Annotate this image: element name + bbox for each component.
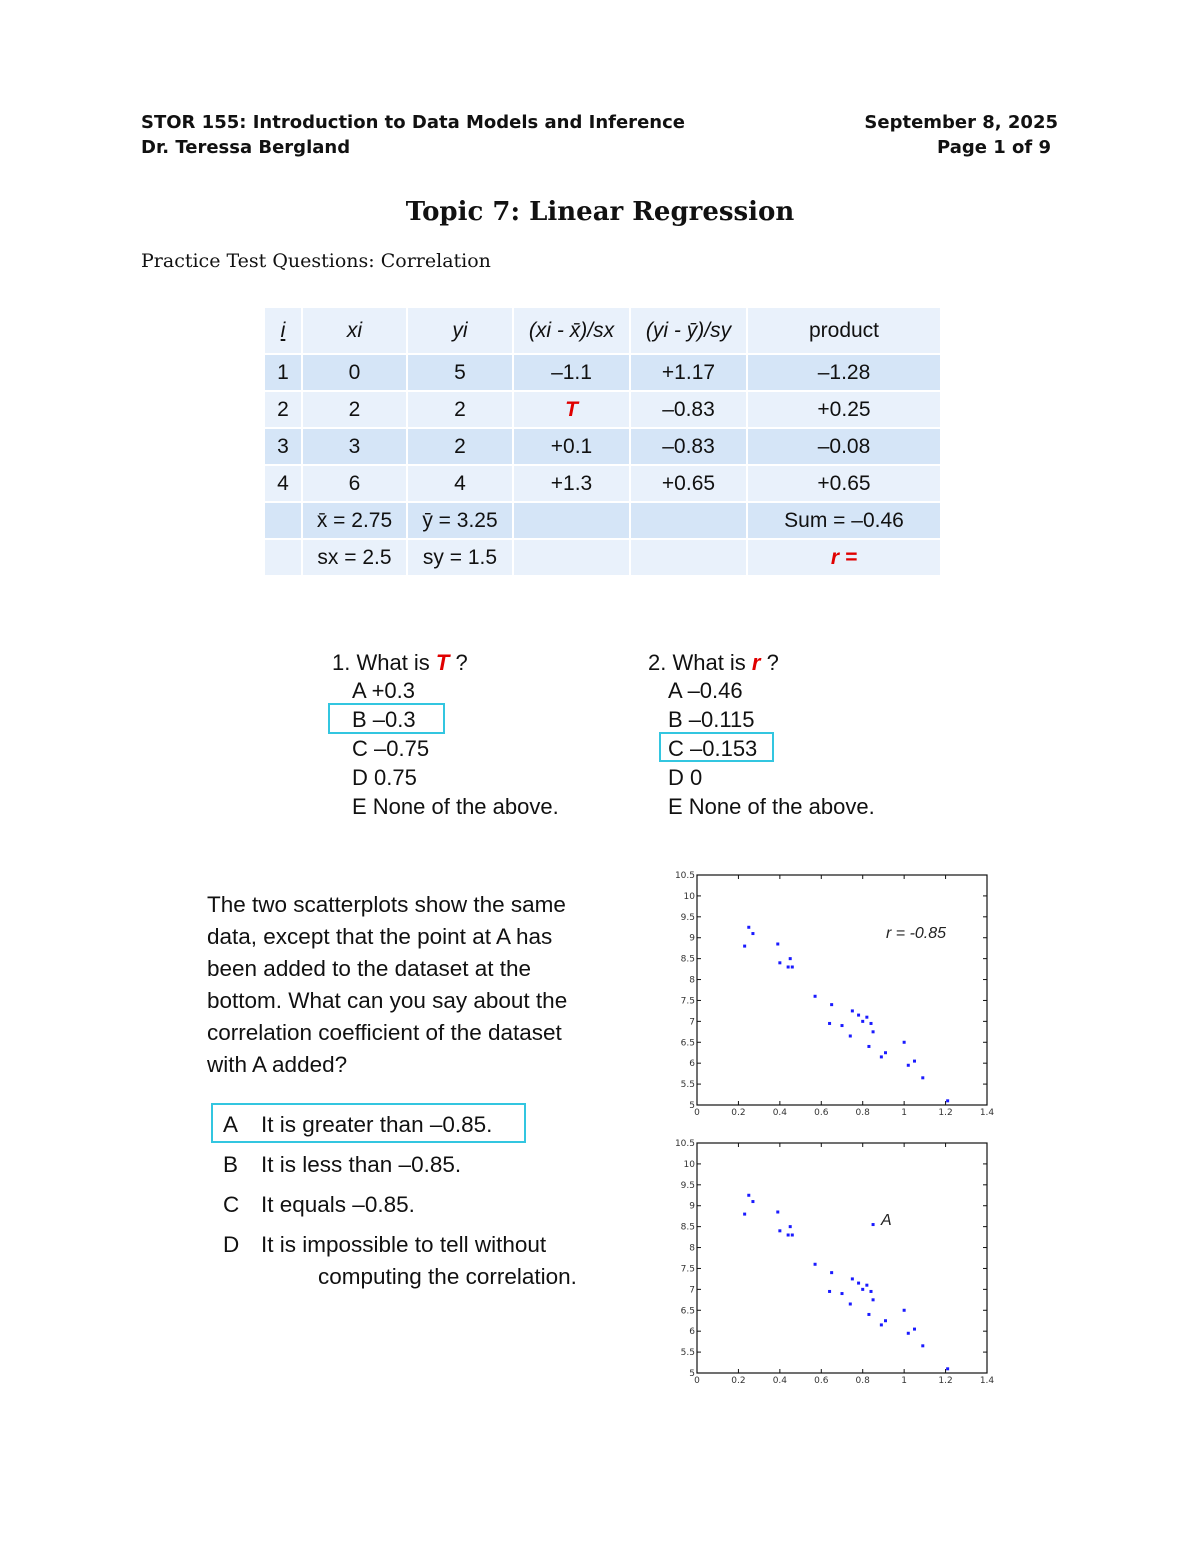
data-point: [884, 1319, 887, 1322]
table-cell: [630, 502, 747, 539]
x-tick-label: 0.6: [814, 1108, 829, 1118]
data-point: [865, 1016, 868, 1019]
y-tick-label: 9.5: [680, 1180, 695, 1191]
x-tick-label: 1: [901, 1376, 908, 1386]
table-cell: +0.65: [630, 465, 747, 502]
y-tick-label: 6.5: [680, 1306, 695, 1317]
section-subtitle: Practice Test Questions: Correlation: [141, 250, 491, 272]
table-cell: 2: [407, 428, 513, 465]
data-point: [743, 1213, 746, 1216]
data-point: [828, 1290, 831, 1293]
data-point: [857, 1014, 860, 1017]
x-tick-label: 0.2: [731, 1376, 746, 1386]
y-tick-label: 10.5: [674, 1139, 695, 1149]
correlation-table: [263, 306, 942, 577]
y-tick-label: 8.5: [680, 1222, 695, 1233]
header-zx: (xi - x̄)/sx: [513, 307, 630, 354]
prompt-line: bottom. What can you say about the: [207, 988, 568, 1013]
data-point: [867, 1313, 870, 1316]
header-xi: xi: [302, 307, 407, 354]
mean-y-cell: ȳ = 3.25: [407, 502, 513, 539]
data-point: [747, 1194, 750, 1197]
y-tick-label: 8: [689, 975, 695, 986]
table-cell: [264, 502, 302, 539]
plot-frame: [697, 1143, 987, 1373]
question-1-options: [352, 676, 559, 821]
course-title: STOR 155: Introduction to Data Models and Inference: [141, 112, 685, 133]
data-point: [880, 1323, 883, 1326]
data-point: [872, 1223, 875, 1226]
data-point: [751, 932, 754, 935]
header-yi: yi: [407, 307, 513, 354]
document-date: September 8, 2025: [864, 112, 1058, 133]
data-point: [849, 1035, 852, 1038]
data-point: [841, 1292, 844, 1295]
question-3-option-c[interactable]: C It equals –0.85.: [223, 1192, 415, 1217]
data-point: [921, 1076, 924, 1079]
y-tick-label: 10.5: [674, 871, 695, 881]
data-point: [787, 1234, 790, 1237]
data-point: [747, 926, 750, 929]
y-tick-label: 8: [689, 1243, 695, 1254]
y-tick-label: 5: [689, 1369, 695, 1379]
option[interactable]: D 0: [668, 765, 703, 790]
question-3-prompt: [207, 889, 567, 1081]
x-tick-label: 0: [694, 1108, 700, 1118]
sd-y-cell: sy = 1.5: [407, 539, 513, 576]
question-3-option-d-continued: computing the correlation.: [318, 1264, 577, 1289]
data-point: [776, 943, 779, 946]
data-point: [851, 1009, 854, 1012]
data-point: [913, 1060, 916, 1063]
y-tick-label: 6: [689, 1327, 695, 1338]
x-tick-label: 0.4: [772, 1108, 788, 1118]
table-cell: +0.1: [513, 428, 630, 465]
data-point: [789, 957, 792, 960]
prompt-line: correlation coefficient of the dataset: [207, 1020, 562, 1045]
table-cell-unknown-T: T: [513, 391, 630, 428]
y-tick-label: 10: [683, 891, 695, 902]
table-cell: +1.17: [630, 354, 747, 391]
question-3-option-b[interactable]: B It is less than –0.85.: [223, 1152, 462, 1177]
data-point: [870, 1022, 873, 1025]
y-tick-label: 7: [689, 1017, 695, 1028]
data-point: [778, 1229, 781, 1232]
data-point: [814, 1263, 817, 1266]
prompt-line: with A added?: [207, 1052, 348, 1077]
table-cell: 2: [407, 391, 513, 428]
table-cell: 5: [407, 354, 513, 391]
scatterplot-without-A: [660, 866, 1000, 1118]
x-tick-label: 0.8: [855, 1376, 870, 1386]
table-cell: +1.3: [513, 465, 630, 502]
sd-x-cell: sx = 2.5: [302, 539, 407, 576]
data-point: [787, 966, 790, 969]
table-row-means: [264, 502, 941, 539]
table-row: [264, 391, 941, 428]
table-cell: –0.08: [747, 428, 941, 465]
data-point: [907, 1064, 910, 1067]
y-tick-label: 9.5: [680, 912, 695, 923]
data-point: [851, 1277, 854, 1280]
data-point: [791, 966, 794, 969]
y-tick-label: 8.5: [680, 954, 695, 965]
data-point: [791, 1234, 794, 1237]
x-tick-label: 0.2: [731, 1108, 746, 1118]
table-cell: 4: [407, 465, 513, 502]
header-zy: (yi - ȳ)/sy: [630, 307, 747, 354]
option[interactable]: E None of the above.: [668, 794, 875, 819]
table-cell: [513, 502, 630, 539]
data-point: [849, 1303, 852, 1306]
y-tick-label: 7.5: [680, 1264, 695, 1275]
y-tick-label: 5.5: [680, 1348, 695, 1359]
table-cell: 2: [302, 391, 407, 428]
table-cell: +0.25: [747, 391, 941, 428]
y-tick-label: 5.5: [680, 1080, 695, 1091]
x-tick-label: 0.8: [855, 1108, 870, 1118]
table-row: [264, 465, 941, 502]
table-cell: –0.83: [630, 391, 747, 428]
data-point: [861, 1288, 864, 1291]
page-number: Page 1 of 9: [937, 137, 1051, 158]
data-point: [913, 1328, 916, 1331]
plot-frame: [697, 875, 987, 1105]
y-tick-label: 10: [683, 1159, 695, 1170]
option[interactable]: B –0.115: [668, 707, 755, 732]
plot-annotation: A: [881, 1212, 892, 1229]
data-point: [946, 1367, 949, 1370]
table-cell: 4: [264, 465, 302, 502]
option-selected[interactable]: C –0.153: [668, 736, 758, 761]
data-point: [814, 995, 817, 998]
mean-x-cell: x̄ = 2.75: [302, 502, 407, 539]
table-cell: 2: [264, 391, 302, 428]
option[interactable]: A +0.3: [352, 678, 416, 703]
data-point: [907, 1332, 910, 1335]
option[interactable]: C –0.75: [352, 736, 430, 761]
y-tick-label: 5: [689, 1101, 695, 1111]
table-cell: –0.83: [630, 428, 747, 465]
data-point: [921, 1344, 924, 1347]
header-i: i: [264, 307, 302, 354]
data-point: [778, 961, 781, 964]
data-point: [828, 1022, 831, 1025]
table-cell: [264, 539, 302, 576]
data-point: [867, 1045, 870, 1048]
question-2-prompt: 2. What is r ?: [648, 650, 779, 675]
table-cell: 3: [302, 428, 407, 465]
y-tick-label: 7: [689, 1285, 695, 1296]
data-point: [743, 945, 746, 948]
x-tick-label: 0.4: [772, 1376, 788, 1386]
r-cell: r =: [747, 539, 941, 576]
data-point: [789, 1225, 792, 1228]
table-cell: 6: [302, 465, 407, 502]
x-tick-label: 1: [901, 1108, 908, 1118]
prompt-line: been added to the dataset at the: [207, 956, 532, 981]
x-tick-label: 1.2: [938, 1376, 953, 1386]
table-header-row: [264, 307, 941, 354]
data-point: [872, 1298, 875, 1301]
table-row-sds: [264, 539, 941, 576]
sum-cell: Sum = –0.46: [747, 502, 941, 539]
y-tick-label: 9: [689, 1201, 695, 1212]
table-cell: –1.28: [747, 354, 941, 391]
table-cell: [513, 539, 630, 576]
table-cell: 1: [264, 354, 302, 391]
page-title: Topic 7: Linear Regression: [405, 197, 795, 227]
y-tick-label: 6.5: [680, 1038, 695, 1049]
y-tick-label: 7.5: [680, 996, 695, 1007]
y-tick-label: 9: [689, 933, 695, 944]
table-cell: +0.65: [747, 465, 941, 502]
data-point: [880, 1055, 883, 1058]
x-tick-label: 0.6: [814, 1376, 829, 1386]
data-point: [865, 1284, 868, 1287]
x-tick-label: 1.2: [938, 1108, 953, 1118]
scatterplot-with-A: [660, 1134, 1000, 1386]
data-point: [872, 1030, 875, 1033]
data-point: [884, 1051, 887, 1054]
header-product: product: [747, 307, 941, 354]
data-point: [903, 1041, 906, 1044]
table-row: [264, 428, 941, 465]
data-point: [830, 1003, 833, 1006]
table-cell: [630, 539, 747, 576]
data-point: [946, 1099, 949, 1102]
question-1-prompt: 1. What is T ?: [332, 650, 468, 675]
data-point: [857, 1282, 860, 1285]
data-point: [776, 1211, 779, 1214]
option[interactable]: D 0.75: [352, 765, 417, 790]
answer-highlight-box: [659, 732, 774, 762]
data-point: [830, 1271, 833, 1274]
data-point: [861, 1020, 864, 1023]
question-3-option-d[interactable]: D It is impossible to tell without: [223, 1232, 547, 1257]
data-point: [903, 1309, 906, 1312]
table-row: [264, 354, 941, 391]
y-tick-label: 6: [689, 1059, 695, 1070]
plot-annotation: r = -0.85: [886, 925, 947, 942]
prompt-line: data, except that the point at A has: [207, 924, 553, 949]
instructor-name: Dr. Teressa Bergland: [141, 137, 351, 158]
table-cell: –1.1: [513, 354, 630, 391]
option[interactable]: A –0.46: [668, 678, 743, 703]
data-point: [751, 1200, 754, 1203]
x-tick-label: 1.4: [979, 1376, 995, 1386]
data-point: [841, 1024, 844, 1027]
table-cell: 3: [264, 428, 302, 465]
x-tick-label: 1.4: [979, 1108, 995, 1118]
question-3-option-a[interactable]: A It is greater than –0.85.: [223, 1112, 493, 1137]
option[interactable]: E None of the above.: [352, 794, 559, 819]
option-selected[interactable]: B –0.3: [352, 707, 416, 732]
answer-highlight-box: [328, 703, 445, 734]
data-point: [870, 1290, 873, 1293]
prompt-line: The two scatterplots show the same: [207, 892, 566, 917]
table-cell: 0: [302, 354, 407, 391]
x-tick-label: 0: [694, 1376, 700, 1386]
answer-highlight-box: [211, 1103, 526, 1143]
